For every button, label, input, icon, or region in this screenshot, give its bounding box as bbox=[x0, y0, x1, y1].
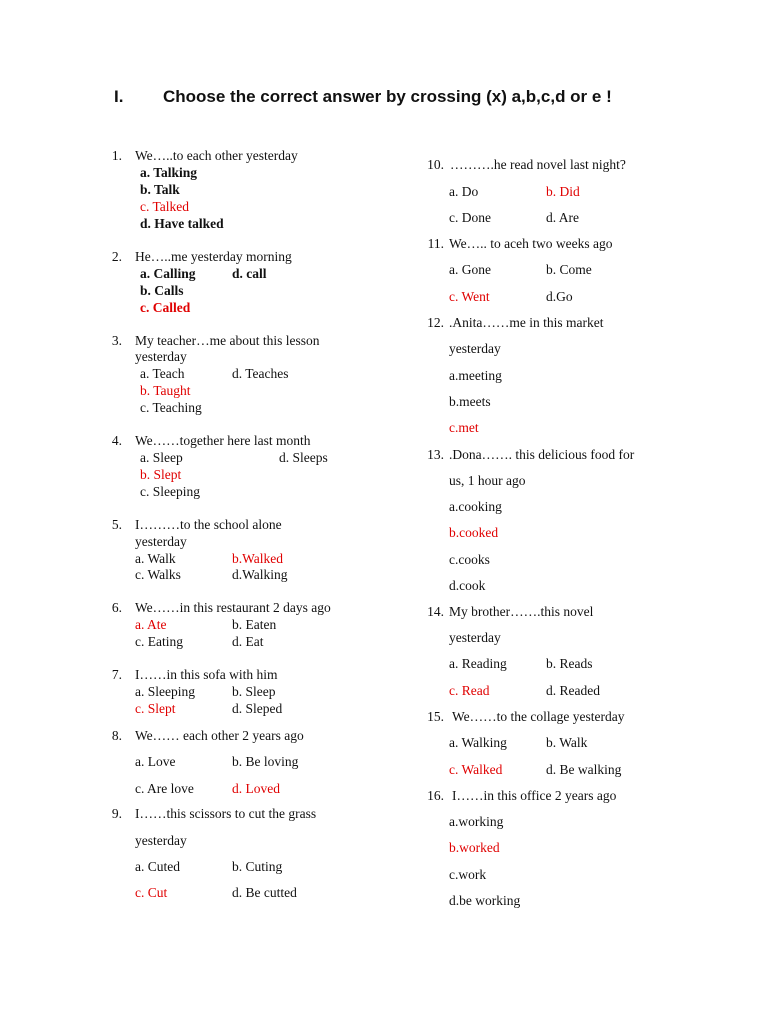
question-text: My brother…….this novel bbox=[449, 604, 594, 619]
option-a: a. Walking bbox=[449, 735, 507, 750]
option-c: c. Are love bbox=[135, 781, 194, 796]
question-number: 14. bbox=[427, 604, 444, 619]
question-number: 16. bbox=[427, 788, 444, 803]
option-c: c. Walks bbox=[135, 567, 181, 582]
option-c-answer: c. Went bbox=[449, 289, 490, 304]
option-d: d. Readed bbox=[546, 683, 600, 698]
option-a: a.working bbox=[449, 814, 504, 829]
option-b: b. Eaten bbox=[232, 617, 277, 632]
option-c-answer: c. Talked bbox=[140, 199, 190, 214]
option-d: d. Sleped bbox=[232, 701, 283, 716]
option-a: a. Gone bbox=[449, 262, 491, 277]
question-text-cont: yesterday bbox=[135, 534, 187, 549]
option-b: b. Reads bbox=[546, 656, 593, 671]
option-d: d. Sleeps bbox=[279, 450, 328, 465]
option-a: a. Love bbox=[135, 754, 176, 769]
question-text: My teacher…me about this lesson bbox=[135, 333, 320, 348]
option-b: b. Walk bbox=[546, 735, 588, 750]
option-c: c.work bbox=[449, 867, 487, 882]
question-text: We……in this restaurant 2 days ago bbox=[135, 600, 331, 615]
option-d: d.Walking bbox=[232, 567, 288, 582]
question-text: I……in this office 2 years ago bbox=[452, 788, 617, 803]
option-d: d. Have talked bbox=[140, 216, 224, 231]
option-d: d.be working bbox=[449, 893, 521, 908]
option-b-answer: b. Slept bbox=[140, 467, 182, 482]
option-d: d. Be cutted bbox=[232, 885, 297, 900]
option-d: d.cook bbox=[449, 578, 486, 593]
option-c: c. Sleeping bbox=[140, 484, 200, 499]
question-number: 13. bbox=[427, 447, 444, 462]
option-a: a.cooking bbox=[449, 499, 502, 514]
option-d: d. Eat bbox=[232, 634, 264, 649]
option-d: d. Be walking bbox=[546, 762, 622, 777]
question-text-cont: us, 1 hour ago bbox=[449, 473, 526, 488]
option-a: a. Talking bbox=[140, 165, 198, 180]
section-instruction: Choose the correct answer by crossing (x) a,b,c,d or e ! bbox=[163, 87, 612, 106]
question-number: 10. bbox=[427, 157, 444, 172]
question-text: We….. to aceh two weeks ago bbox=[449, 236, 613, 251]
option-a: a. Reading bbox=[449, 656, 507, 671]
option-c: c. Eating bbox=[135, 634, 183, 649]
option-b: b. Sleep bbox=[232, 684, 276, 699]
question-number: 9. bbox=[111, 806, 122, 821]
question-text-cont: yesterday bbox=[449, 630, 501, 645]
option-b-answer: b. Did bbox=[546, 184, 580, 199]
option-c-answer: c. Read bbox=[449, 683, 490, 698]
question-text: He…..me yesterday morning bbox=[135, 249, 292, 264]
question-text: .Dona……. this delicious food for bbox=[449, 447, 635, 462]
option-b: b.meets bbox=[449, 394, 491, 409]
option-c: c.cooks bbox=[449, 552, 490, 567]
question-text: I……in this sofa with him bbox=[135, 667, 278, 682]
option-a: a. Cuted bbox=[135, 859, 180, 874]
question-number: 11. bbox=[427, 236, 444, 251]
question-text-cont: yesterday bbox=[449, 341, 501, 356]
option-a: a. Sleep bbox=[140, 450, 183, 465]
option-c-answer: c. Called bbox=[140, 300, 191, 315]
option-c: c. Done bbox=[449, 210, 491, 225]
option-a: a.meeting bbox=[449, 368, 502, 383]
question-text: We…..to each other yesterday bbox=[135, 148, 298, 163]
option-b: b. Be loving bbox=[232, 754, 299, 769]
option-b: b. Cuting bbox=[232, 859, 283, 874]
question-text: ……….he read novel last night? bbox=[450, 157, 626, 172]
option-b-answer: b.cooked bbox=[449, 525, 499, 540]
option-c-answer: c. Walked bbox=[449, 762, 503, 777]
question-number: 4. bbox=[111, 433, 122, 448]
option-c-answer: c. Slept bbox=[135, 701, 176, 716]
question-number: 15. bbox=[427, 709, 444, 724]
option-d: d. call bbox=[232, 266, 267, 281]
question-text: .Anita……me in this market bbox=[449, 315, 604, 330]
question-text: We……to the collage yesterday bbox=[452, 709, 625, 724]
question-number: 3. bbox=[111, 333, 122, 348]
option-d: d.Go bbox=[546, 289, 573, 304]
option-d-answer: d. Loved bbox=[232, 781, 280, 796]
option-c: c. Teaching bbox=[140, 400, 202, 415]
option-a: a. Calling bbox=[140, 266, 196, 281]
question-number: 7. bbox=[111, 667, 122, 682]
question-number: 5. bbox=[111, 517, 122, 532]
section-number: I. bbox=[114, 87, 124, 106]
question-text: We……together here last month bbox=[135, 433, 311, 448]
option-b: b. Talk bbox=[140, 182, 180, 197]
option-c-answer: c.met bbox=[449, 420, 479, 435]
option-a: a. Do bbox=[449, 184, 479, 199]
option-b-answer: b.worked bbox=[449, 840, 500, 855]
option-a-answer: a. Ate bbox=[135, 617, 167, 632]
option-a: a. Walk bbox=[135, 551, 176, 566]
question-text: I………to the school alone bbox=[135, 517, 282, 532]
option-d: d. Are bbox=[546, 210, 579, 225]
question-number: 1. bbox=[111, 148, 122, 163]
option-b-answer: b. Taught bbox=[140, 383, 191, 398]
option-b: b. Calls bbox=[140, 283, 184, 298]
option-a: a. Teach bbox=[140, 366, 185, 381]
question-text-cont: yesterday bbox=[135, 349, 187, 364]
question-number: 12. bbox=[427, 315, 444, 330]
option-a: a. Sleeping bbox=[135, 684, 195, 699]
question-text: I……this scissors to cut the grass bbox=[135, 806, 317, 821]
question-number: 8. bbox=[111, 728, 122, 743]
option-d: d. Teaches bbox=[232, 366, 289, 381]
option-b-answer: b.Walked bbox=[232, 551, 284, 566]
question-number: 2. bbox=[111, 249, 122, 264]
question-text-cont: yesterday bbox=[135, 833, 187, 848]
question-text: We…… each other 2 years ago bbox=[135, 728, 304, 743]
option-c-answer: c. Cut bbox=[135, 885, 168, 900]
option-b: b. Come bbox=[546, 262, 592, 277]
question-number: 6. bbox=[111, 600, 122, 615]
